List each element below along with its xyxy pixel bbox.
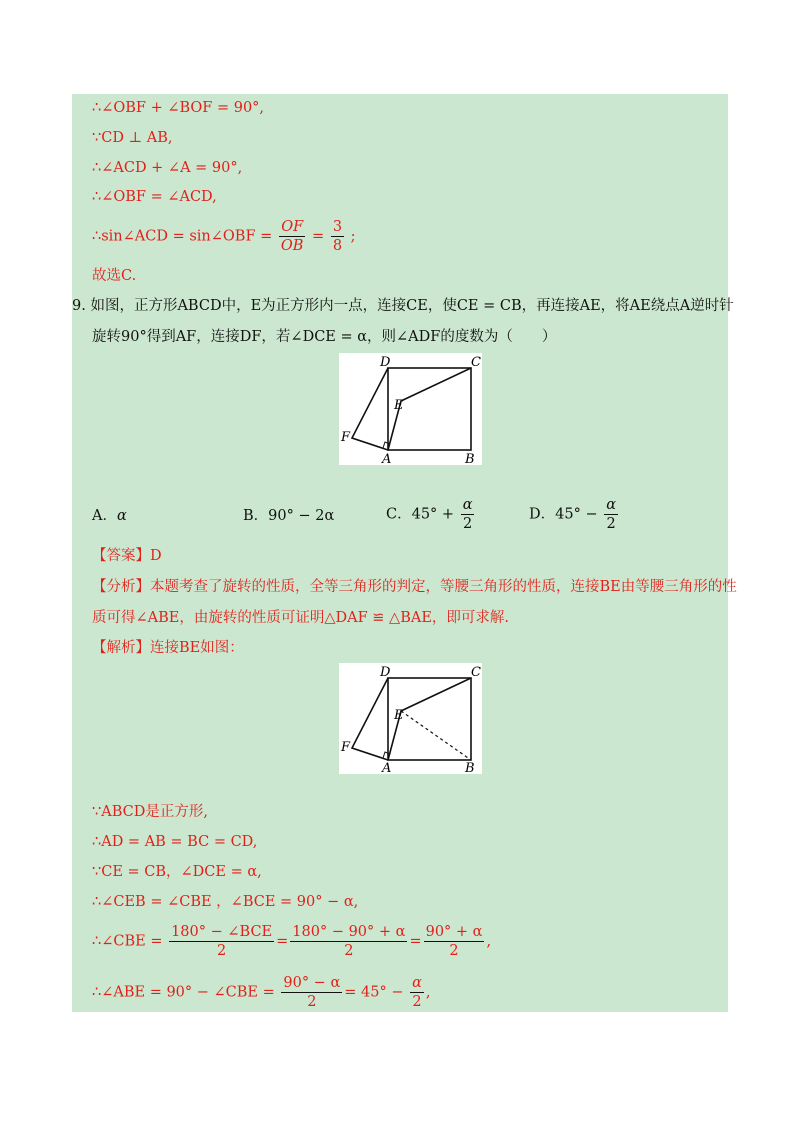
previous-choice: 故选C. bbox=[92, 268, 137, 284]
sin-prefix: ∴sin∠ACD = sin∠OBF = bbox=[92, 228, 273, 245]
label-c: C bbox=[471, 355, 481, 370]
label-b: B bbox=[465, 452, 475, 465]
punctuation: ; bbox=[350, 228, 356, 245]
cbe-equation: ∴∠CBE = $\frac{\text{180° − ∠BCE}}{2}$ = $\frac{180^\circ - 90^\circ + \alpha}{2}$ = $\frac{90^\circ + \alpha}{2}$ , bbox=[92, 924, 492, 959]
step-line: ∴∠OBF + ∠BOF = 90°, bbox=[92, 100, 265, 116]
fraction-numerator: 90° − α bbox=[283, 975, 341, 991]
fraction-numerator: α bbox=[606, 497, 617, 513]
solution-figure bbox=[339, 663, 482, 774]
option-label: B． bbox=[243, 508, 269, 524]
fraction-numerator: 90° + α bbox=[425, 924, 483, 940]
fraction-numerator: α bbox=[462, 497, 473, 513]
label-e: E bbox=[394, 708, 404, 723]
option-a[interactable] bbox=[92, 506, 127, 526]
option-c[interactable] bbox=[386, 496, 476, 533]
fraction-denominator: 8 bbox=[332, 238, 343, 254]
fraction-denominator: 2 bbox=[344, 943, 354, 959]
option-prefix: 45° + bbox=[411, 506, 455, 523]
fraction bbox=[281, 974, 342, 1011]
punctuation: , bbox=[425, 984, 431, 1001]
fraction-numerator: 3 bbox=[332, 219, 343, 235]
fraction-numerator: 180° − 90° + α bbox=[292, 924, 406, 940]
fraction-numerator: OF bbox=[279, 218, 306, 237]
fraction-of-ob bbox=[279, 218, 306, 255]
fraction bbox=[169, 923, 274, 960]
analysis-line-1: 【分析】本题考查了旋转的性质，全等三角形的判定，等腰三角形的性质，连接BE由等腰三角形的性 bbox=[92, 579, 737, 595]
fraction bbox=[410, 974, 424, 1011]
step-line: ∵CD ⊥ AB, bbox=[92, 130, 173, 146]
option-prefix: 45° − bbox=[555, 506, 598, 523]
fraction bbox=[424, 923, 485, 960]
option-label: C． bbox=[386, 506, 412, 523]
fraction-denominator: 2 bbox=[606, 516, 616, 532]
solution-intro: 【解析】连接BE如图： bbox=[92, 640, 244, 656]
fraction-alpha-2 bbox=[604, 496, 618, 533]
fraction-denominator: 2 bbox=[462, 516, 473, 532]
label-c: C bbox=[471, 665, 481, 680]
option-b[interactable] bbox=[243, 506, 334, 526]
label-e: E bbox=[394, 398, 404, 413]
option-value: α bbox=[116, 508, 127, 524]
solution-step: ∵CE = CB，∠DCE = α, bbox=[92, 864, 262, 880]
fraction-denominator: 2 bbox=[449, 943, 459, 959]
option-label: A． bbox=[92, 508, 117, 524]
label-b: B bbox=[465, 761, 475, 774]
label-f: F bbox=[341, 430, 351, 445]
option-value: 90° − 2α bbox=[268, 508, 335, 524]
fraction-denominator: 2 bbox=[412, 994, 422, 1010]
fraction-denominator: 2 bbox=[216, 943, 227, 959]
step-line: ∴∠ACD + ∠A = 90°, bbox=[92, 160, 243, 176]
equation-prefix: ∴∠ABE = 90° − ∠CBE = bbox=[92, 984, 275, 1001]
option-d[interactable] bbox=[529, 496, 620, 533]
solution-step: ∵ABCD是正方形, bbox=[92, 804, 208, 820]
question-line-2: 旋转90°得到AF，连接DF，若∠DCE = α，则∠ADF的度数为（ ） bbox=[92, 329, 557, 345]
segments-df-fa bbox=[352, 368, 388, 450]
fraction-denominator: 2 bbox=[307, 994, 317, 1010]
geometry-diagram-with-be bbox=[339, 663, 482, 774]
geometry-diagram bbox=[339, 353, 482, 465]
equation-prefix: ∴∠CBE = bbox=[92, 933, 163, 950]
label-a: A bbox=[382, 452, 392, 465]
label-d: D bbox=[380, 355, 391, 370]
fraction-numerator: α bbox=[412, 975, 422, 991]
equals-sign: = bbox=[312, 228, 325, 245]
step-line: ∴∠OBF = ∠ACD, bbox=[92, 189, 217, 205]
segments-df-fa bbox=[352, 678, 388, 760]
question-number: 9. bbox=[72, 298, 86, 314]
abe-equation bbox=[92, 974, 430, 1011]
equation-middle: = 45° − bbox=[344, 984, 404, 1001]
fraction bbox=[290, 923, 407, 960]
punctuation: , bbox=[486, 933, 492, 950]
fraction-alpha-2 bbox=[461, 496, 475, 533]
fraction-denominator: OB bbox=[280, 238, 304, 254]
solution-step: ∴∠CEB = ∠CBE ，∠BCE = 90° − α, bbox=[92, 894, 359, 910]
question-line-1 bbox=[72, 296, 734, 316]
fraction-3-8 bbox=[331, 218, 344, 255]
analysis-line-2: 质可得∠ABE，由旋转的性质可证明△DAF ≌ △BAE，即可求解. bbox=[92, 610, 510, 626]
question-figure bbox=[339, 353, 482, 465]
solution-step: ∴AD = AB = BC = CD, bbox=[92, 834, 258, 850]
sin-equation bbox=[92, 218, 356, 255]
label-a: A bbox=[382, 761, 392, 774]
label-f: F bbox=[341, 740, 351, 755]
answer-line: 【答案】D bbox=[92, 548, 162, 564]
fraction-numerator: 180° − ∠BCE bbox=[171, 924, 273, 940]
option-label: D． bbox=[529, 506, 556, 523]
label-d: D bbox=[380, 665, 391, 680]
question-text: 如图，正方形ABCD中，E为正方形内一点，连接CE，使CE = CB，再连接AE，将AE绕点A逆时针 bbox=[90, 298, 734, 314]
dashed-segment-be bbox=[401, 711, 471, 760]
